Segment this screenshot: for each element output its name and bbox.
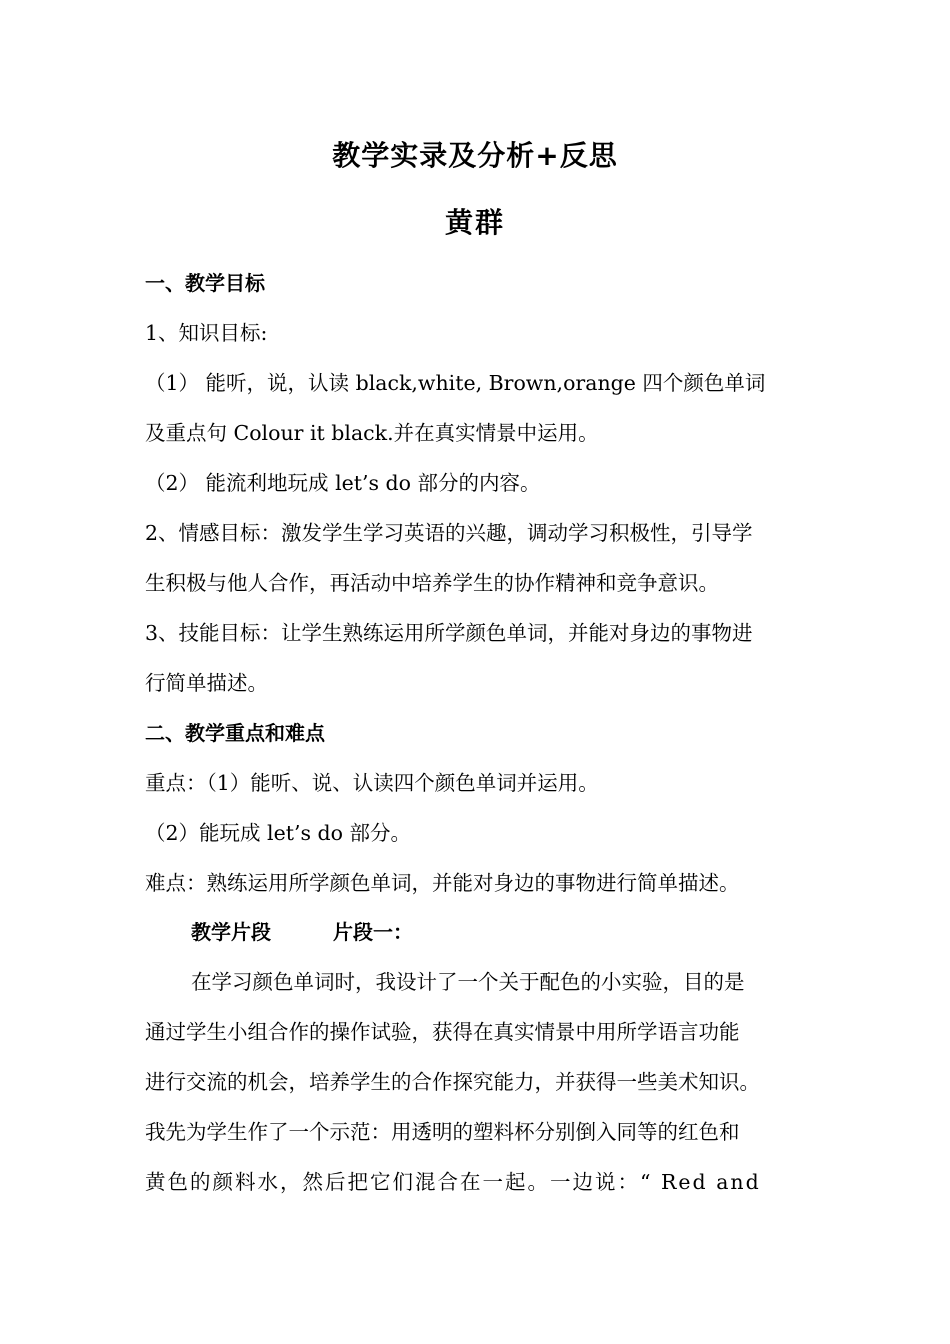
paragraph-line-2: 通过学生小组合作的操作试验，获得在真实情景中用所学语言功能 xyxy=(145,1020,740,1044)
difficulty: 难点：熟练运用所学颜色单词，并能对身边的事物进行简单描述。 xyxy=(145,871,740,895)
fragment-label: 教学片段 xyxy=(191,920,271,944)
fragment-one-label: 片段一： xyxy=(333,920,413,944)
emotion-goal-line-1: 2、情感目标：激发学生学习英语的兴趣，调动学习积极性，引导学 xyxy=(145,521,753,545)
key-point-2: （2）能玩成 let’s do 部分。 xyxy=(145,821,412,845)
document-title: 教学实录及分析+反思 xyxy=(332,139,618,172)
section-heading-key-points: 二、教学重点和难点 xyxy=(145,721,325,745)
paragraph-line-1: 在学习颜色单词时，我设计了一个关于配色的小实验，目的是 xyxy=(191,970,745,994)
skill-goal-line-1: 3、技能目标：让学生熟练运用所学颜色单词，并能对身边的事物进 xyxy=(145,621,753,645)
skill-goal-line-2: 行简单描述。 xyxy=(145,671,268,695)
key-point-1: 重点：（1）能听、说、认读四个颜色单词并运用。 xyxy=(145,771,599,795)
goal-1-line-2: 及重点句 Colour it black.并在真实情景中运用。 xyxy=(145,421,599,445)
paragraph-line-5: 黄色的颜料水，然后把它们混合在一起。一边说：“ Red and xyxy=(145,1170,761,1194)
section-heading-goals: 一、教学目标 xyxy=(145,271,265,295)
knowledge-goal-label: 1、知识目标: xyxy=(145,321,268,345)
document-author: 黄群 xyxy=(444,206,505,239)
goal-1-line-1: （1） 能听，说，认读 black,white, Brown,orange 四个颜色单词 xyxy=(145,371,766,395)
fragment-heading xyxy=(191,917,811,947)
paragraph-line-4: 我先为学生作了一个示范：用透明的塑料杯分别倒入同等的红色和 xyxy=(145,1120,740,1144)
goal-2: （2） 能流利地玩成 let’s do 部分的内容。 xyxy=(145,471,541,495)
paragraph-line-3: 进行交流的机会，培养学生的合作探究能力，并获得一些美术知识。 xyxy=(145,1070,760,1094)
emotion-goal-line-2: 生积极与他人合作，再活动中培养学生的协作精神和竞争意识。 xyxy=(145,571,719,595)
